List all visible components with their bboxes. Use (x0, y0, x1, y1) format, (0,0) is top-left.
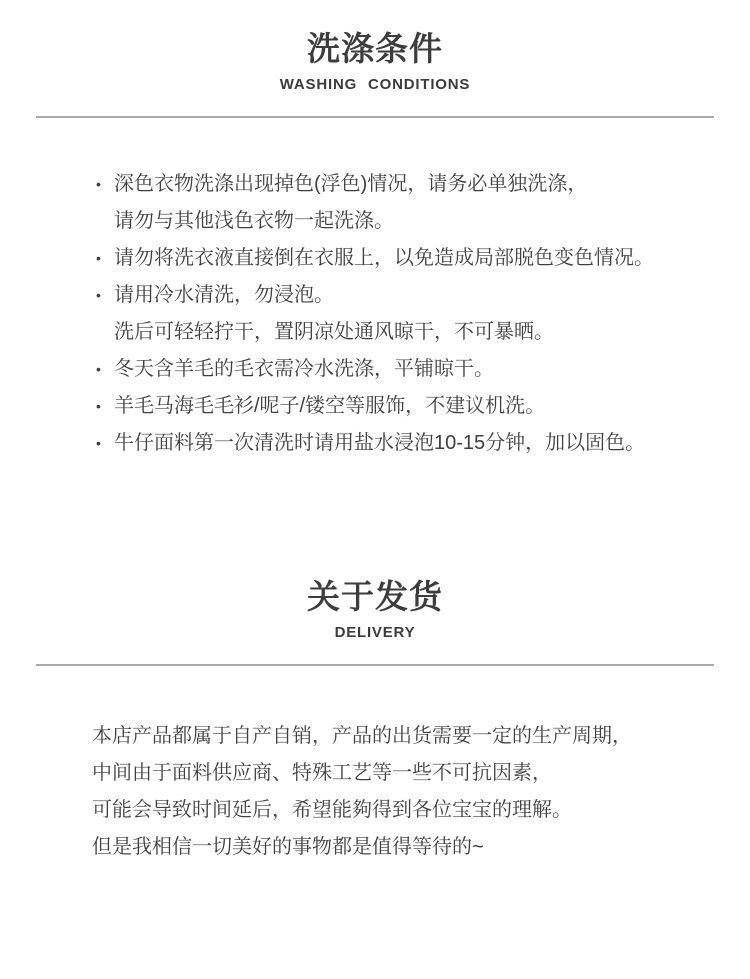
washing-section-title: 洗涤条件 (307, 30, 443, 67)
note-line: 深色衣物洗涤出现掉色(浮色)情况，请务必单独洗涤， (114, 173, 588, 195)
delivery-section-header (0, 462, 750, 642)
washing-section-header (0, 0, 750, 94)
note-line: 请勿与其他浅色衣物一起洗涤。 (114, 210, 394, 232)
list-item (96, 351, 690, 388)
note-line: 羊毛马海毛毛衫/呢子/镂空等服饰，不建议机洗。 (114, 395, 546, 417)
list-item (96, 166, 690, 240)
note-text (114, 166, 690, 240)
note-text (114, 240, 690, 277)
paragraph-line: 可能会导致时间延后，希望能夠得到各位宝宝的理解。 (92, 799, 572, 821)
list-item (96, 240, 690, 277)
bullet-icon: • (96, 176, 101, 192)
note-line: 冬天含羊毛的毛衣需冷水洗涤，平铺晾干。 (114, 358, 494, 380)
note-line: 牛仔面料第一次清洗时请用盐水浸泡10-15分钟，加以固色。 (114, 432, 646, 454)
list-item (96, 388, 690, 425)
note-text (114, 388, 690, 425)
bullet-icon: • (96, 435, 101, 451)
list-item (96, 277, 690, 351)
paragraph-line: 中间由于面料供应商、特殊工艺等一些不可抗因素， (92, 762, 552, 784)
note-line: 洗后可轻轻拧干，置阴凉处通风晾干，不可暴晒。 (114, 321, 554, 343)
note-line: 请用冷水清洗，勿浸泡。 (114, 284, 334, 306)
section-divider (36, 664, 714, 666)
delivery-section-title: 关于发货 (307, 578, 443, 615)
delivery-paragraph (92, 718, 690, 866)
paragraph-line: 本店产品都属于自产自销，产品的出货需要一定的生产周期， (92, 725, 632, 747)
section-divider (36, 116, 714, 118)
list-item (96, 425, 690, 462)
bullet-icon: • (96, 287, 101, 303)
paragraph-line: 但是我相信一切美好的事物都是值得等待的~ (92, 836, 484, 858)
delivery-section (0, 462, 750, 866)
bullet-icon: • (96, 250, 101, 266)
note-text (114, 425, 690, 462)
washing-notes-list (96, 166, 690, 462)
bullet-icon: • (96, 361, 101, 377)
washing-conditions-section (0, 0, 750, 462)
bullet-icon: • (96, 398, 101, 414)
note-text (114, 351, 690, 388)
washing-section-subtitle: WASHING CONDITIONS (279, 76, 471, 93)
note-line: 请勿将洗衣液直接倒在衣服上，以免造成局部脱色变色情况。 (114, 247, 654, 269)
delivery-section-subtitle: DELIVERY (334, 624, 416, 641)
note-text (114, 277, 690, 351)
